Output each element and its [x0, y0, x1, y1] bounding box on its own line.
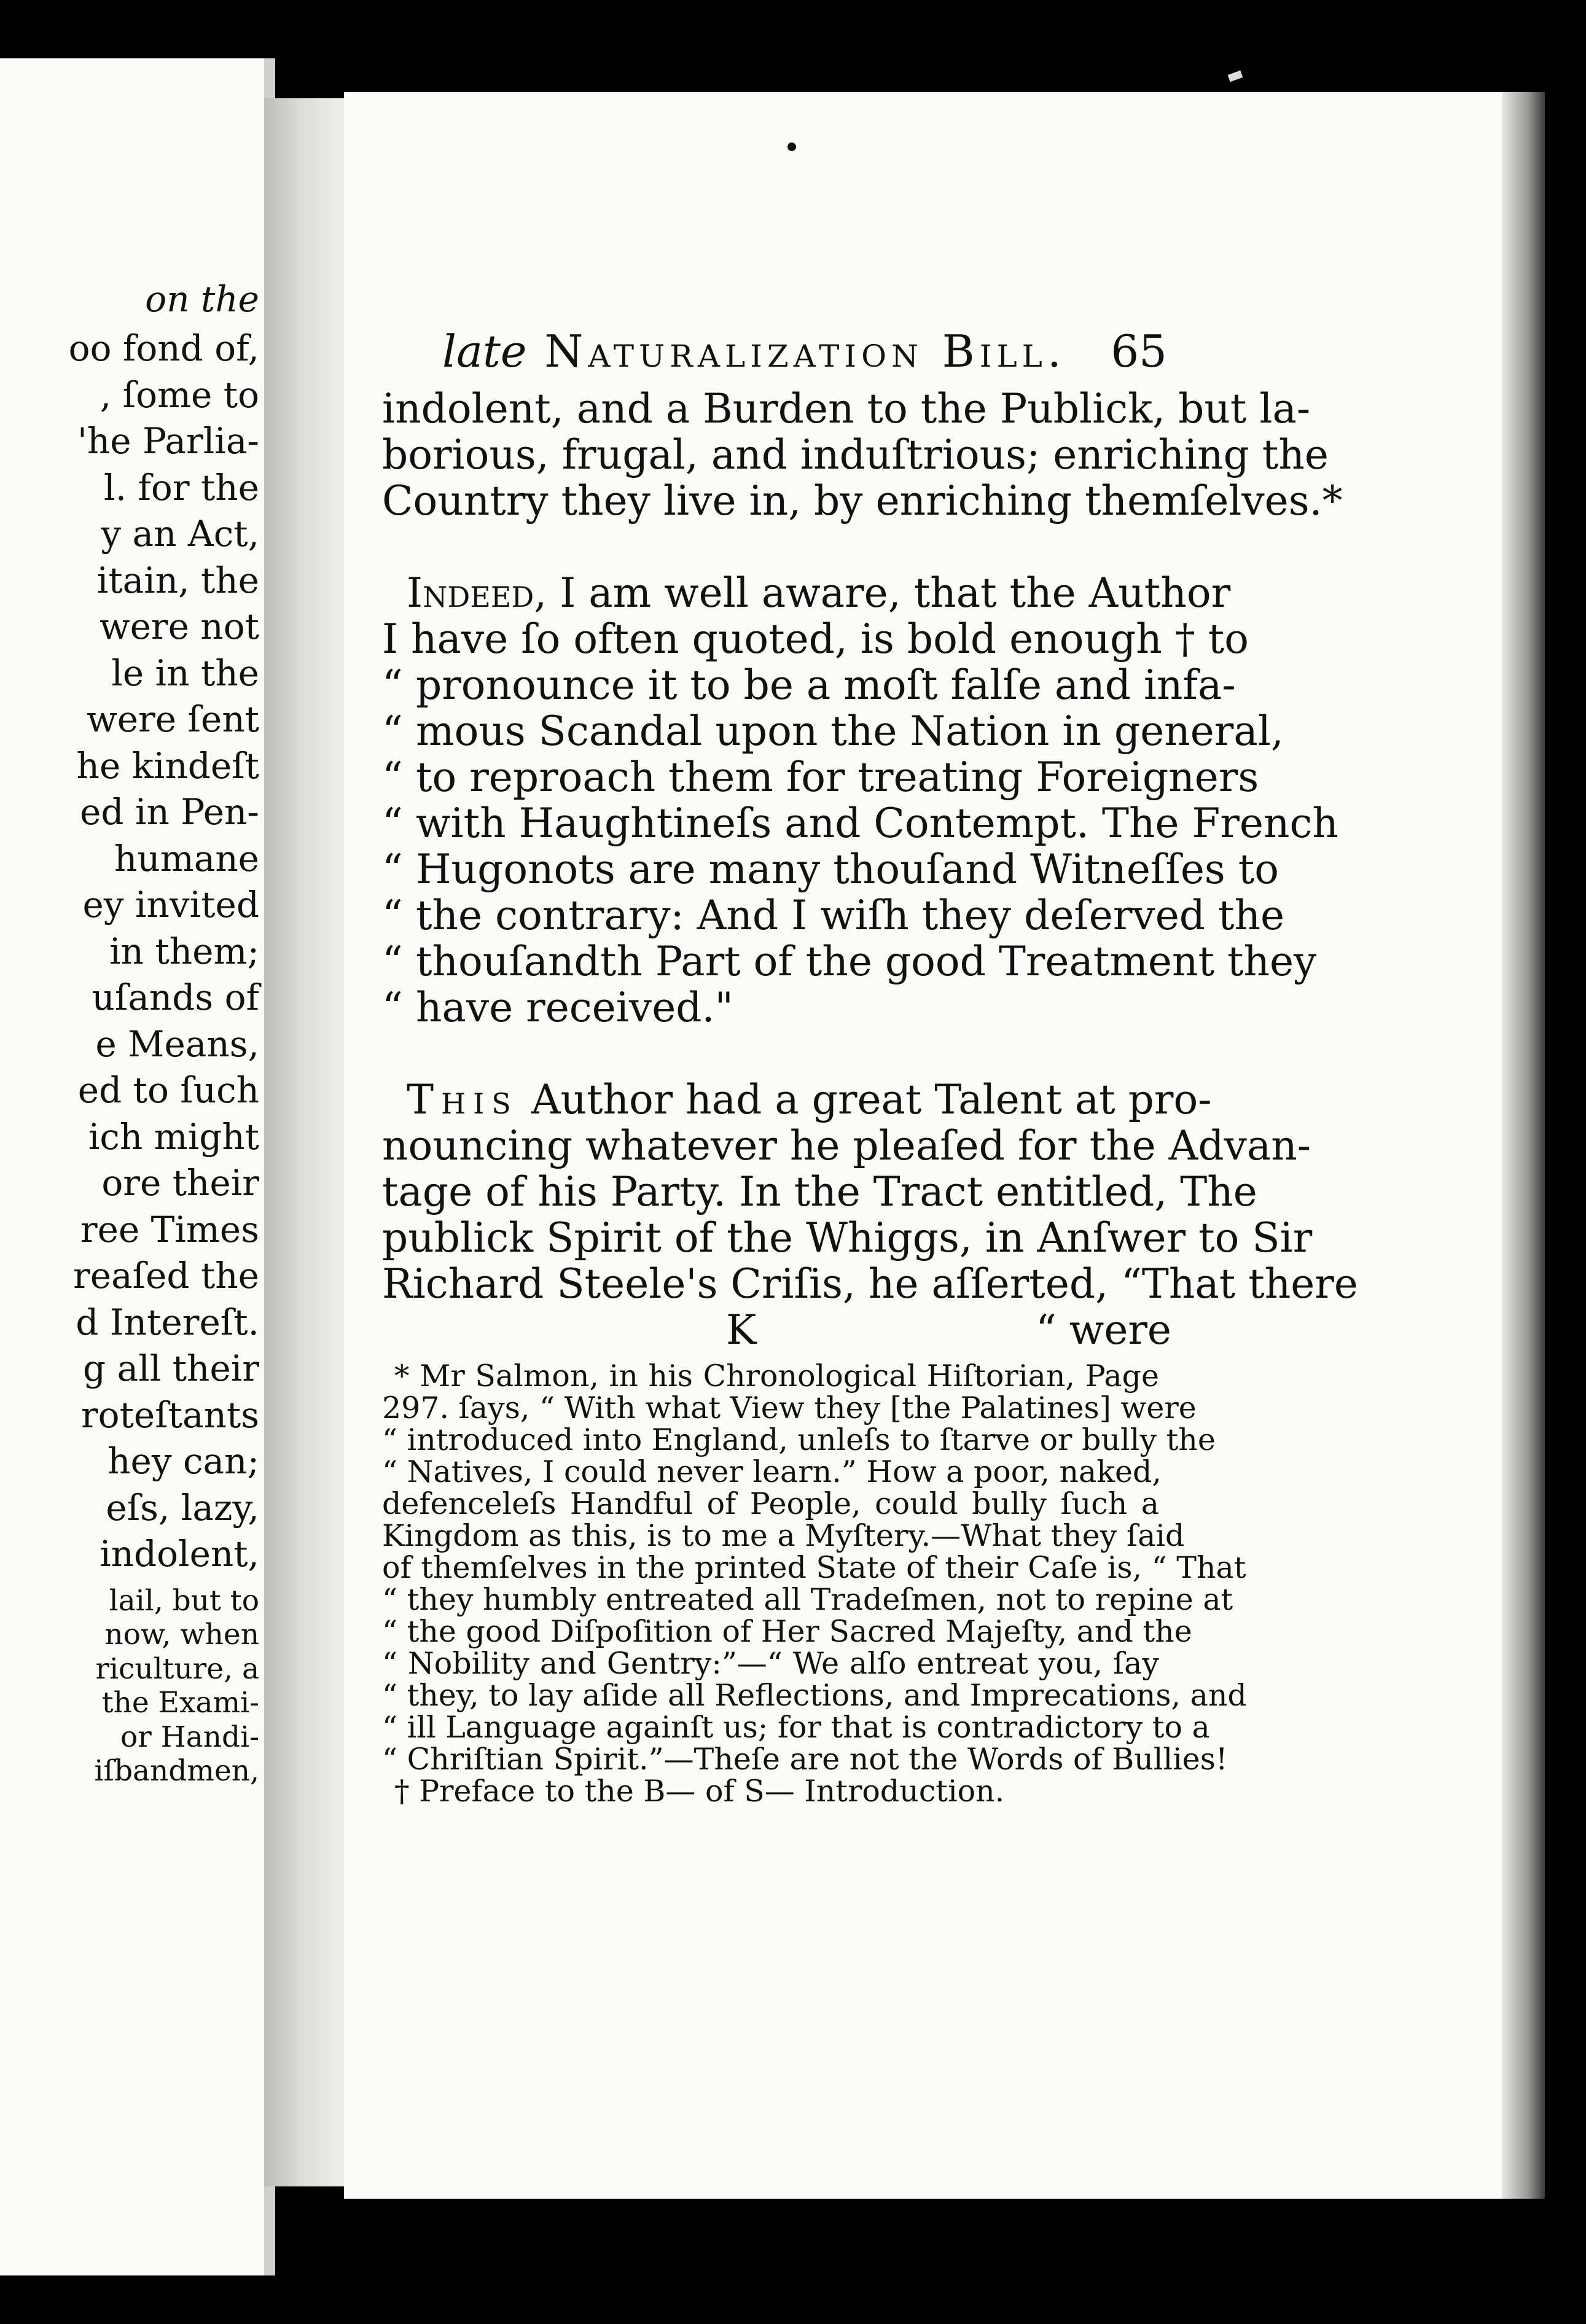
- quoted-line: “ with Haughtineſs and Contempt. The French: [382, 800, 1338, 847]
- footnote-line: “ the good Diſpoſition of Her Sacred Majeſty, and the: [382, 1614, 1192, 1649]
- text-line: publick Spirit of the Whiggs, in Anſwer to Sir: [382, 1214, 1313, 1261]
- text-line: This Author had a great Talent at pro-: [382, 1077, 1171, 1123]
- footnote-line: “ introduced into England, unleſs to ſtarve or bully the: [382, 1422, 1216, 1457]
- quoted-line: “ pronounce it to be a moſt falſe and infa-: [382, 661, 1236, 709]
- previous-page-line: iſbandmen,: [94, 1754, 259, 1788]
- footnote-line: “ Natives, I could never learn.” How a poor, naked,: [382, 1454, 1162, 1489]
- header-title: Naturalization Bill.: [544, 326, 1066, 377]
- footnote-line: 297. ſays, “ With what View they [the Palatines] were: [382, 1390, 1197, 1425]
- quoted-line: “ thouſandth Part of the good Treatment they: [382, 938, 1317, 985]
- previous-page-line: indolent,: [100, 1533, 259, 1575]
- header-italic-word: late: [442, 326, 527, 377]
- footnote-line: of themſelves in the printed State of their Caſe is, “ That: [382, 1550, 1246, 1585]
- previous-page-line: ree Times: [80, 1208, 259, 1250]
- footnote-line: “ they humbly entreated all Tradeſmen, not to repine at: [382, 1582, 1233, 1617]
- quoted-line: “ Hugonots are many thouſand Witneſſes to: [382, 846, 1279, 893]
- text-line: nouncing whatever he pleaſed for the Advan-: [382, 1122, 1311, 1169]
- previous-page-line: g all their: [83, 1347, 259, 1389]
- catchword: “ were: [1036, 1306, 1171, 1354]
- signature-row: [382, 1307, 1171, 1353]
- previous-page-line: e Means,: [95, 1023, 259, 1065]
- running-header: [442, 326, 1167, 377]
- previous-page-line: or Handi-: [120, 1720, 259, 1754]
- ink-speck: [787, 142, 796, 151]
- previous-page-line: lail, but to: [109, 1583, 259, 1618]
- previous-page-line: oo fond of,: [68, 327, 259, 369]
- previous-page-line: ed to ſuch: [77, 1069, 259, 1111]
- previous-page-line: humane: [114, 837, 259, 879]
- previous-page-line: l. for the: [104, 466, 259, 509]
- previous-page-line: d Intereſt.: [76, 1301, 259, 1343]
- text-line: indolent, and a Burden to the Publick, but la-: [382, 385, 1311, 432]
- previous-page-line: eſs, lazy,: [106, 1486, 259, 1529]
- footnote-line: “ Nobility and Gentry:”—“ We alſo entreat you, ſay: [382, 1646, 1159, 1681]
- text-line: tage of his Party. In the Tract entitled, The: [382, 1168, 1257, 1215]
- previous-page-line: were not: [99, 606, 259, 647]
- book-gutter: [264, 98, 356, 2186]
- previous-page-line: roteſtants: [80, 1394, 259, 1436]
- footnote-line: defenceleſs Handful of People, could bully ſuch a: [382, 1486, 1159, 1521]
- previous-page-line: reaſed the: [73, 1255, 259, 1297]
- main-text: [382, 385, 1358, 1354]
- paragraph-lead: Indeed,: [407, 569, 547, 617]
- previous-page-line: ey invited: [82, 884, 259, 926]
- previous-page-line: he kindeſt: [76, 744, 259, 787]
- footnote-line: “ ill Language againſt us; for that is contradictory to a: [382, 1710, 1210, 1745]
- previous-page-line: y an Act,: [101, 513, 259, 555]
- previous-page-line: , ſome to: [100, 373, 259, 416]
- paper-speck: [1228, 71, 1243, 82]
- previous-page-line: ich might: [88, 1115, 259, 1158]
- previous-page-line: were ſent: [87, 698, 259, 740]
- signature-mark: K: [726, 1306, 757, 1354]
- text-line: Country they live in, by enriching themſelves.*: [382, 477, 1343, 524]
- page-edge: [1502, 92, 1545, 2199]
- text-line: Indeed, I am well aware, that the Author: [382, 570, 1171, 616]
- previous-page-line: hey can;: [107, 1440, 259, 1482]
- footnote-line: † Preface to the B— of S— Introduction.: [394, 1774, 1005, 1809]
- quoted-line: “ mous Scandal upon the Nation in general,: [382, 708, 1284, 755]
- quoted-line: “ the contrary: And I wiſh they deſerved the: [382, 892, 1285, 939]
- previous-page-line: on the: [145, 278, 259, 320]
- previous-page-line: 'he Parlia-: [77, 420, 259, 462]
- previous-page-line: le in the: [111, 652, 259, 694]
- previous-page-line: ed in Pen-: [80, 791, 259, 833]
- text-line: borious, frugal, and induſtrious; enriching the: [382, 431, 1329, 478]
- quoted-line: “ have received.": [382, 984, 733, 1031]
- page-number: 65: [1111, 326, 1167, 377]
- paragraph-lead: This: [407, 1076, 518, 1123]
- footnote-line: Kingdom as this, is to me a Myſtery.—What they ſaid: [382, 1518, 1185, 1553]
- previous-page-line: the Exami-: [101, 1686, 259, 1720]
- previous-page-line: ore their: [101, 1162, 259, 1204]
- footnote-line: “ they, to lay aſide all Reflections, and Imprecations, and: [382, 1678, 1247, 1713]
- previous-page-line: uſands of: [92, 977, 259, 1018]
- text-line: I have ſo often quoted, is bold enough † to: [382, 615, 1249, 663]
- quoted-line: “ to reproach them for treating Foreigners: [382, 754, 1259, 801]
- previous-page-line: in them;: [109, 930, 259, 972]
- footnote-line: “ Chriſtian Spirit.”—Theſe are not the Words of Bullies!: [382, 1742, 1228, 1777]
- footnotes: [382, 1359, 1247, 1809]
- previous-page-line: now, when: [104, 1618, 259, 1651]
- text-line: Richard Steele's Criſis, he aſſerted, “That there: [382, 1260, 1358, 1308]
- previous-page-line: itain, the: [96, 559, 259, 601]
- previous-page: [0, 58, 275, 2275]
- previous-page-line: riculture, a: [95, 1651, 259, 1686]
- footnote-line: * Mr Salmon, in his Chronological Hiſtorian, Page: [394, 1359, 1159, 1394]
